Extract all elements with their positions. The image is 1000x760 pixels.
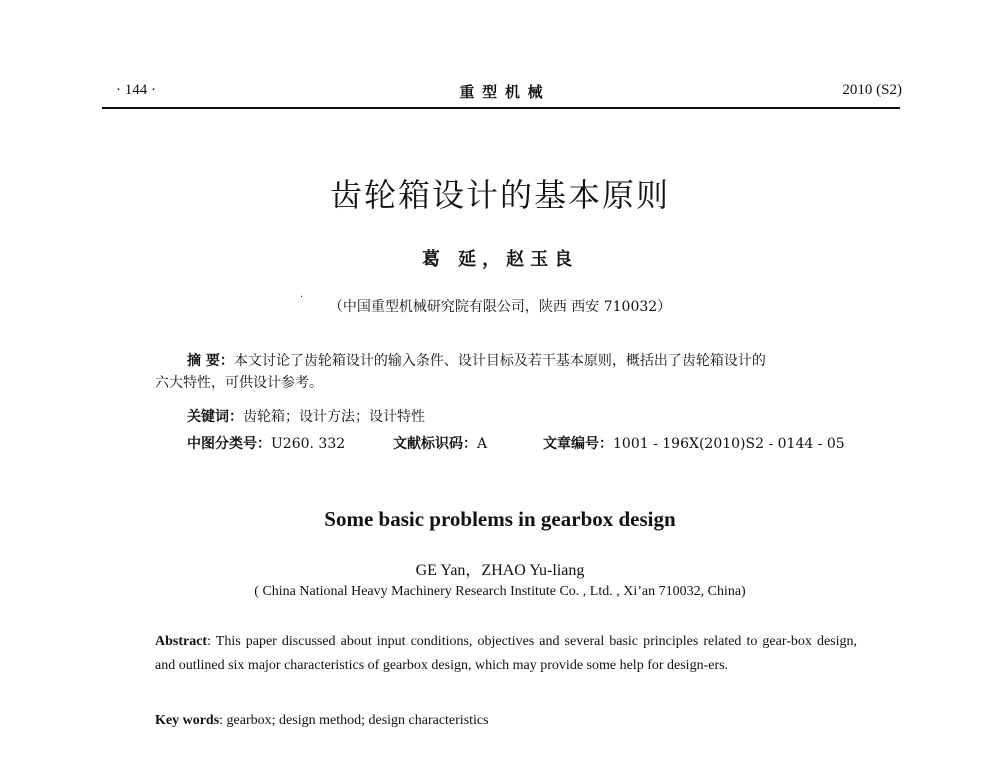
en-keywords-text: : gearbox; design method; design characteristics xyxy=(219,713,489,728)
cn-affiliation: （中国重型机械研究院有限公司，陕西 西安 710032） xyxy=(328,299,672,315)
en-keywords xyxy=(155,713,489,729)
en-abstract-text: : This paper discussed about input conditions, objectives and several basic principles related to gear-box design, and outlined six major characteristics of gearbox design, which may provide some help for design-ers. xyxy=(155,634,857,673)
cn-keywords-text: 齿轮箱；设计方法；设计特性 xyxy=(243,409,425,425)
clc-label: 中图分类号： xyxy=(187,436,271,452)
en-authors: GE Yan，ZHAO Yu-liang xyxy=(415,562,585,579)
cn-authors: 葛 延，赵玉良 xyxy=(421,249,579,270)
running-header xyxy=(102,80,902,104)
article-no-item xyxy=(543,433,845,453)
en-title: Some basic problems in gearbox design xyxy=(324,507,676,531)
scan-dot: · xyxy=(300,292,304,303)
doc-code-item xyxy=(393,433,487,453)
en-affiliation: ( China National Heavy Machinery Research Institute Co. , Ltd. , Xi’an 710032, China) xyxy=(254,584,746,599)
cn-abstract-line-2: 六大特性，可供设计参考。 xyxy=(155,375,323,391)
cn-keywords-label: 关键词： xyxy=(187,409,243,425)
clc-value: U260. 332 xyxy=(271,436,346,452)
article-no-label: 文章编号： xyxy=(543,436,613,452)
page-number: · 144 · xyxy=(116,82,156,98)
cn-title: 齿轮箱设计的基本原则 xyxy=(329,176,670,214)
cn-keywords xyxy=(187,406,425,426)
en-abstract-label: Abstract xyxy=(155,634,208,649)
clc-item xyxy=(187,433,345,453)
issue-label: 2010 (S2) xyxy=(842,82,902,98)
journal-name: 重 型 机 械 xyxy=(459,85,545,101)
cn-abstract-label: 摘 要： xyxy=(187,353,234,369)
en-keywords-label: Key words xyxy=(155,713,220,728)
cn-abstract xyxy=(155,350,855,394)
doc-code-value: A xyxy=(477,436,488,452)
header-rule xyxy=(102,107,900,109)
doc-code-label: 文献标识码： xyxy=(393,436,477,452)
en-abstract xyxy=(155,630,857,678)
cn-abstract-line-1 xyxy=(155,350,855,372)
cn-abstract-text-1: 本文讨论了齿轮箱设计的输入条件、设计目标及若干基本原则，概括出了齿轮箱设计的 xyxy=(233,353,766,369)
article-no-value: 1001 - 196X(2010)S2 - 0144 - 05 xyxy=(613,436,845,452)
